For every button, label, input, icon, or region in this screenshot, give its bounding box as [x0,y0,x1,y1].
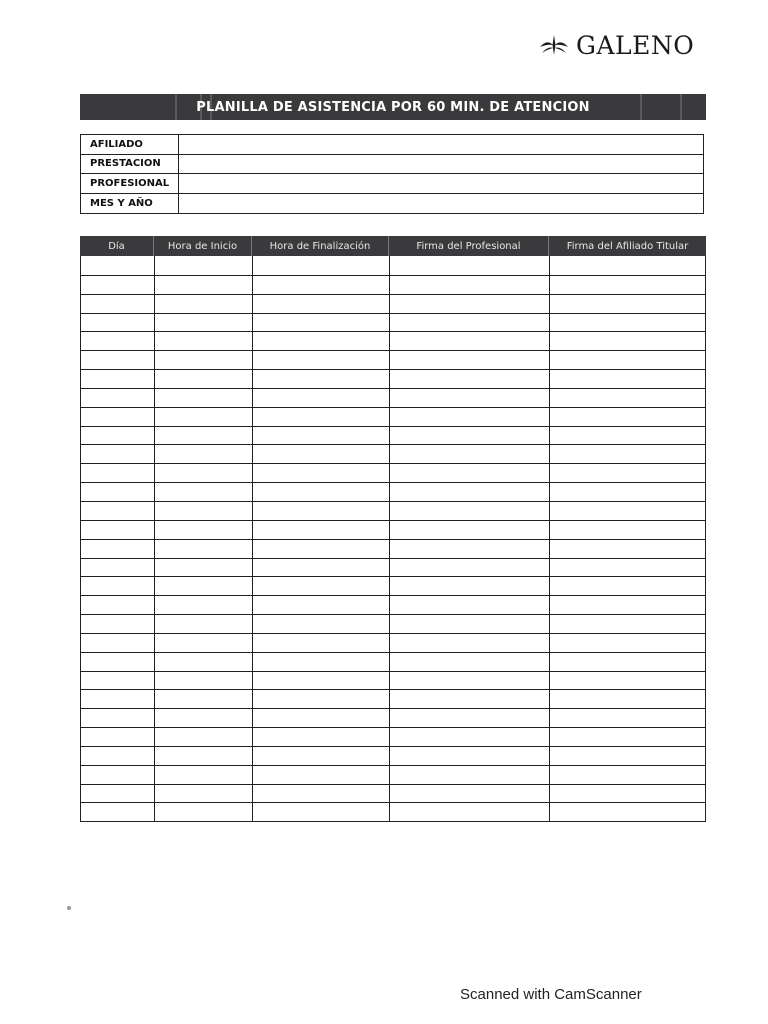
table-row [81,671,705,690]
hora-finalizacion-cell[interactable] [253,709,390,727]
hora-finalizacion-cell[interactable] [253,370,390,388]
info-row-afiliado [81,135,703,155]
dia-cell[interactable] [81,521,155,539]
table-header [80,236,706,256]
dia-cell[interactable] [81,295,155,313]
attendance-table [80,236,706,822]
firma-afiliado-cell[interactable] [550,615,705,633]
table-row [81,369,705,388]
hora-inicio-cell[interactable] [155,690,253,708]
firma-profesional-cell[interactable] [390,672,550,690]
firma-profesional-cell[interactable] [390,766,550,784]
dia-cell[interactable] [81,559,155,577]
scan-speck [67,906,71,910]
hora-finalizacion-cell[interactable] [253,803,390,821]
dia-cell[interactable] [81,332,155,350]
firma-profesional-cell[interactable] [390,521,550,539]
hora-inicio-cell[interactable] [155,596,253,614]
hora-finalizacion-cell[interactable] [253,351,390,369]
firma-afiliado-cell[interactable] [550,634,705,652]
table-row [81,350,705,369]
dia-cell[interactable] [81,615,155,633]
firma-afiliado-cell[interactable] [550,577,705,595]
firma-profesional-cell[interactable] [390,464,550,482]
dia-cell[interactable] [81,577,155,595]
firma-afiliado-cell[interactable] [550,690,705,708]
table-row [81,313,705,332]
column-header-hora-finalizacion: Hora de Finalización [252,236,389,256]
dia-cell[interactable] [81,389,155,407]
info-row-mes-ano [81,194,703,214]
table-row [81,539,705,558]
dia-cell[interactable] [81,709,155,727]
info-label: AFILIADO [81,135,179,154]
info-label: PROFESIONAL [81,174,179,193]
table-row [81,802,705,821]
dia-cell[interactable] [81,690,155,708]
table-row [81,633,705,652]
dia-cell[interactable] [81,728,155,746]
dia-cell[interactable] [81,256,155,275]
dia-cell[interactable] [81,427,155,445]
table-row [81,614,705,633]
firma-afiliado-cell[interactable] [550,314,705,332]
firma-profesional-cell[interactable] [390,445,550,463]
hora-finalizacion-cell[interactable] [253,502,390,520]
table-row [81,331,705,350]
dia-cell[interactable] [81,672,155,690]
hora-finalizacion-cell[interactable] [253,747,390,765]
hora-inicio-cell[interactable] [155,295,253,313]
info-label: PRESTACION [81,155,179,174]
hora-finalizacion-cell[interactable] [253,332,390,350]
info-row-profesional [81,174,703,194]
firma-afiliado-cell[interactable] [550,502,705,520]
firma-profesional-cell[interactable] [390,351,550,369]
dia-cell[interactable] [81,408,155,426]
table-row [81,595,705,614]
firma-afiliado-cell[interactable] [550,672,705,690]
hora-finalizacion-cell[interactable] [253,389,390,407]
hora-inicio-cell[interactable] [155,559,253,577]
table-row [81,256,705,275]
table-row [81,275,705,294]
hora-finalizacion-cell[interactable] [253,256,390,275]
hora-inicio-cell[interactable] [155,502,253,520]
firma-profesional-cell[interactable] [390,389,550,407]
hora-finalizacion-cell[interactable] [253,464,390,482]
hora-inicio-cell[interactable] [155,389,253,407]
firma-profesional-cell[interactable] [390,314,550,332]
table-row [81,407,705,426]
hora-inicio-cell[interactable] [155,464,253,482]
hora-finalizacion-cell[interactable] [253,445,390,463]
firma-profesional-cell[interactable] [390,803,550,821]
hora-inicio-cell[interactable] [155,408,253,426]
dia-cell[interactable] [81,653,155,671]
firma-profesional-cell[interactable] [390,615,550,633]
table-row [81,444,705,463]
prestacion-field[interactable] [179,155,703,174]
table-row [81,426,705,445]
firma-afiliado-cell[interactable] [550,803,705,821]
info-label: MES Y AÑO [81,194,179,214]
galeno-logo [538,30,694,60]
dia-cell[interactable] [81,747,155,765]
firma-afiliado-cell[interactable] [550,559,705,577]
table-row [81,294,705,313]
dia-cell[interactable] [81,766,155,784]
firma-afiliado-cell[interactable] [550,521,705,539]
firma-afiliado-cell[interactable] [550,332,705,350]
hora-finalizacion-cell[interactable] [253,634,390,652]
firma-afiliado-cell[interactable] [550,427,705,445]
firma-afiliado-cell[interactable] [550,464,705,482]
hora-inicio-cell[interactable] [155,653,253,671]
info-row-prestacion [81,155,703,175]
hora-finalizacion-cell[interactable] [253,559,390,577]
firma-afiliado-cell[interactable] [550,445,705,463]
hora-inicio-cell[interactable] [155,785,253,803]
dia-cell[interactable] [81,483,155,501]
dia-cell[interactable] [81,314,155,332]
hora-inicio-cell[interactable] [155,672,253,690]
hora-inicio-cell[interactable] [155,314,253,332]
firma-afiliado-cell[interactable] [550,408,705,426]
dia-cell[interactable] [81,351,155,369]
firma-afiliado-cell[interactable] [550,728,705,746]
firma-profesional-cell[interactable] [390,596,550,614]
firma-profesional-cell[interactable] [390,577,550,595]
hora-finalizacion-cell[interactable] [253,577,390,595]
firma-profesional-cell[interactable] [390,653,550,671]
firma-profesional-cell[interactable] [390,483,550,501]
hora-finalizacion-cell[interactable] [253,483,390,501]
column-header-firma-profesional: Firma del Profesional [389,236,549,256]
firma-afiliado-cell[interactable] [550,596,705,614]
firma-afiliado-cell[interactable] [550,709,705,727]
scanner-watermark: Scanned with CamScanner [460,986,642,1003]
firma-profesional-cell[interactable] [390,408,550,426]
dia-cell[interactable] [81,370,155,388]
galeno-logo-icon [538,33,570,57]
hora-finalizacion-cell[interactable] [253,408,390,426]
afiliado-field[interactable] [179,135,703,154]
firma-profesional-cell[interactable] [390,502,550,520]
table-row [81,388,705,407]
column-header-dia: Día [80,236,154,256]
firma-profesional-cell[interactable] [390,747,550,765]
firma-afiliado-cell[interactable] [550,351,705,369]
hora-finalizacion-cell[interactable] [253,766,390,784]
table-row [81,765,705,784]
firma-profesional-cell[interactable] [390,427,550,445]
hora-finalizacion-cell[interactable] [253,596,390,614]
hora-finalizacion-cell[interactable] [253,672,390,690]
info-fields-box [80,134,704,214]
form-title-bar [80,94,706,120]
firma-afiliado-cell[interactable] [550,653,705,671]
hora-finalizacion-cell[interactable] [253,295,390,313]
dia-cell[interactable] [81,596,155,614]
firma-afiliado-cell[interactable] [550,483,705,501]
table-row [81,746,705,765]
table-row [81,463,705,482]
firma-profesional-cell[interactable] [390,332,550,350]
hora-inicio-cell[interactable] [155,445,253,463]
firma-afiliado-cell[interactable] [550,747,705,765]
firma-profesional-cell[interactable] [390,370,550,388]
hora-finalizacion-cell[interactable] [253,690,390,708]
hora-inicio-cell[interactable] [155,427,253,445]
hora-inicio-cell[interactable] [155,634,253,652]
hora-inicio-cell[interactable] [155,483,253,501]
column-header-hora-inicio: Hora de Inicio [154,236,252,256]
hora-finalizacion-cell[interactable] [253,276,390,294]
hora-inicio-cell[interactable] [155,766,253,784]
table-row [81,558,705,577]
dia-cell[interactable] [81,276,155,294]
table-body [80,256,706,822]
hora-finalizacion-cell[interactable] [253,615,390,633]
hora-inicio-cell[interactable] [155,351,253,369]
table-row [81,784,705,803]
hora-inicio-cell[interactable] [155,276,253,294]
firma-afiliado-cell[interactable] [550,370,705,388]
table-row [81,727,705,746]
firma-profesional-cell[interactable] [390,728,550,746]
dia-cell[interactable] [81,785,155,803]
hora-inicio-cell[interactable] [155,803,253,821]
firma-afiliado-cell[interactable] [550,256,705,275]
firma-afiliado-cell[interactable] [550,785,705,803]
hora-finalizacion-cell[interactable] [253,653,390,671]
dia-cell[interactable] [81,540,155,558]
firma-profesional-cell[interactable] [390,256,550,275]
hora-inicio-cell[interactable] [155,747,253,765]
hora-inicio-cell[interactable] [155,370,253,388]
dia-cell[interactable] [81,445,155,463]
firma-profesional-cell[interactable] [390,634,550,652]
firma-profesional-cell[interactable] [390,559,550,577]
hora-inicio-cell[interactable] [155,332,253,350]
table-row [81,708,705,727]
hora-finalizacion-cell[interactable] [253,427,390,445]
firma-afiliado-cell[interactable] [550,389,705,407]
dia-cell[interactable] [81,803,155,821]
hora-finalizacion-cell[interactable] [253,521,390,539]
hora-inicio-cell[interactable] [155,521,253,539]
firma-profesional-cell[interactable] [390,540,550,558]
dia-cell[interactable] [81,464,155,482]
hora-finalizacion-cell[interactable] [253,785,390,803]
hora-inicio-cell[interactable] [155,540,253,558]
table-row [81,576,705,595]
hora-inicio-cell[interactable] [155,577,253,595]
firma-afiliado-cell[interactable] [550,766,705,784]
form-title: PLANILLA DE ASISTENCIA POR 60 MIN. DE ATENCION [196,99,590,115]
hora-inicio-cell[interactable] [155,615,253,633]
firma-profesional-cell[interactable] [390,276,550,294]
hora-finalizacion-cell[interactable] [253,314,390,332]
table-row [81,652,705,671]
mes-ano-field[interactable] [179,194,703,214]
hora-finalizacion-cell[interactable] [253,728,390,746]
firma-profesional-cell[interactable] [390,690,550,708]
table-row [81,501,705,520]
firma-profesional-cell[interactable] [390,785,550,803]
firma-afiliado-cell[interactable] [550,276,705,294]
firma-afiliado-cell[interactable] [550,295,705,313]
firma-profesional-cell[interactable] [390,295,550,313]
hora-finalizacion-cell[interactable] [253,540,390,558]
dia-cell[interactable] [81,634,155,652]
profesional-field[interactable] [179,174,703,193]
table-row [81,482,705,501]
dia-cell[interactable] [81,502,155,520]
firma-afiliado-cell[interactable] [550,540,705,558]
table-row [81,689,705,708]
logo-text: GALENO [576,30,695,60]
hora-inicio-cell[interactable] [155,709,253,727]
firma-profesional-cell[interactable] [390,709,550,727]
table-row [81,520,705,539]
hora-inicio-cell[interactable] [155,728,253,746]
hora-inicio-cell[interactable] [155,256,253,275]
column-header-firma-afiliado: Firma del Afiliado Titular [566,240,689,252]
